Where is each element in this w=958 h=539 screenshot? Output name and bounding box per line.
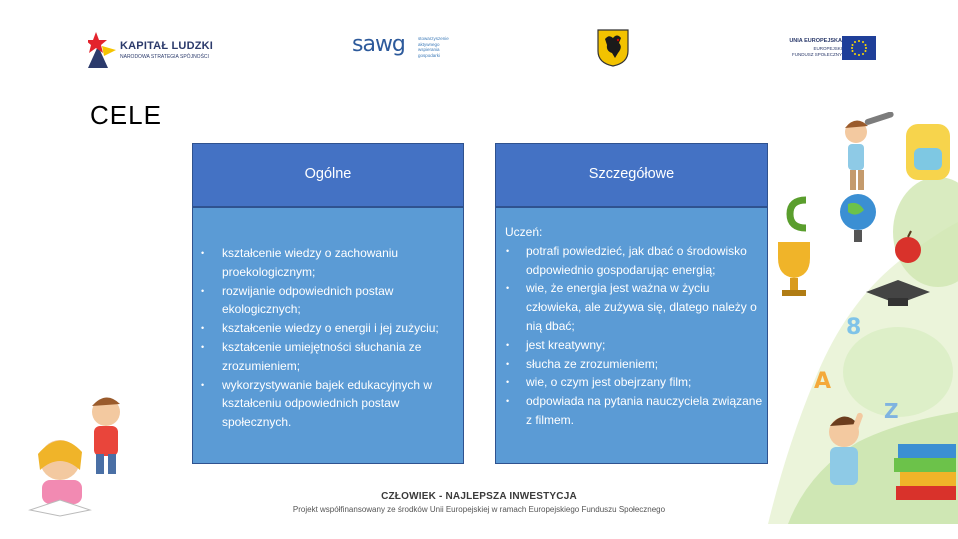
sawg-wordmark: sawg xyxy=(352,32,405,57)
bullet-icon: • xyxy=(506,377,510,388)
page-title: CELE xyxy=(90,100,162,130)
general-goals-heading: Ogólne xyxy=(304,166,352,182)
general-goals-panel xyxy=(192,207,464,464)
specific-goals-intro: Uczeń: xyxy=(505,225,543,239)
list-item-text: rozwijanie odpowiednich postaw ekologicznych; xyxy=(222,283,394,317)
bullet-icon: • xyxy=(506,245,510,256)
list-item xyxy=(193,338,459,376)
list-item xyxy=(193,376,459,432)
eu-fund xyxy=(792,46,842,57)
bullet-icon: • xyxy=(201,248,205,258)
bullet-icon: • xyxy=(506,358,510,369)
list-item xyxy=(496,392,763,430)
general-goals-list xyxy=(193,244,459,432)
list-item xyxy=(193,319,459,338)
specific-goals-heading: Szczegółowe xyxy=(588,166,675,182)
general-goals-header xyxy=(192,143,464,207)
list-item xyxy=(193,244,459,282)
bullet-icon: • xyxy=(201,323,205,334)
kapital-ludzki-name: KAPITAŁ LUDZKI xyxy=(120,40,214,52)
sawg-logo xyxy=(352,30,462,64)
list-item-text: kształcenie wiedzy o energii i jej zużyciu; xyxy=(222,321,439,336)
list-item-text: słucha ze zrozumieniem; xyxy=(526,356,659,371)
eu-name: UNIA EUROPEJSKA xyxy=(789,38,842,44)
list-item-text: potrafi powiedzieć, jak dbać o środowisko odpowiednio gospodarując energią; xyxy=(526,243,747,277)
list-item xyxy=(496,336,763,355)
footer-slogan: CZŁOWIEK - NAJLEPSZA INWESTYCJA xyxy=(381,491,577,502)
list-item-text: jest kreatywny; xyxy=(526,337,606,352)
svg-text:A: A xyxy=(814,369,832,394)
bullet-icon: • xyxy=(506,339,510,350)
list-item xyxy=(496,279,763,335)
bullet-icon: • xyxy=(201,285,205,296)
sawg-subtitle xyxy=(418,36,468,58)
backpack-icon xyxy=(906,124,950,180)
eu-flag-icon xyxy=(842,36,876,60)
specific-goals-list xyxy=(496,242,763,430)
bullet-icon: • xyxy=(201,341,205,352)
list-item-text: kształcenie umiejętności słuchania ze zrozumieniem; xyxy=(222,339,422,373)
sawg-line: stowarzyszenie xyxy=(418,36,449,41)
children-reading-illustration xyxy=(20,392,140,522)
list-item-text: wie, że energia jest ważna w życiu człowieka, ale zużywa się, dlatego należy o nią dbać; xyxy=(526,281,757,333)
sawg-line: aktywnego xyxy=(418,41,440,47)
school-supplies-illustration xyxy=(748,112,958,524)
list-item xyxy=(496,373,763,392)
list-item-text: odpowiada na pytania nauczyciela związane z filmem. xyxy=(526,394,763,427)
specific-goals-header xyxy=(495,143,768,207)
trophy-icon xyxy=(778,242,810,296)
list-item-text: kształcenie wiedzy o zachowaniu proekologicznym; xyxy=(222,246,399,279)
footer-note: Projekt współfinansowany ze środków Unii Europejskiej w ramach Europejskiego Funduszu Społecznego xyxy=(292,505,666,514)
list-item-text: wykorzystywanie bajek edukacyjnych w kształceniu odpowiednich postaw społecznych. xyxy=(222,377,433,430)
kapital-ludzki-subtitle: NARODOWA STRATEGIA SPÓJNOŚCI xyxy=(120,54,209,60)
eu-fund-line: EUROPEJSKI xyxy=(813,46,842,51)
svg-text:Z: Z xyxy=(884,399,899,423)
sawg-line: wspierania xyxy=(418,47,440,53)
eu-fund-line: FUNDUSZ SPOŁECZNY xyxy=(791,51,842,57)
griffin-crest-icon xyxy=(597,29,629,67)
list-item xyxy=(193,282,459,320)
kapital-ludzki-logo xyxy=(88,28,228,72)
list-item xyxy=(496,242,763,280)
kapital-ludzki-star-icon xyxy=(88,28,116,68)
eu-logo xyxy=(774,34,876,64)
sawg-line: gospodarki xyxy=(418,52,441,58)
svg-text:8: 8 xyxy=(846,315,862,340)
specific-goals-panel xyxy=(495,207,768,464)
list-item-text: wie, o czym jest obejrzany film; xyxy=(526,375,692,390)
bullet-icon: • xyxy=(201,379,205,390)
bullet-icon: • xyxy=(506,283,510,294)
child-with-telescope-illustration xyxy=(845,112,894,190)
list-item xyxy=(496,355,763,374)
bullet-icon: • xyxy=(506,396,510,407)
